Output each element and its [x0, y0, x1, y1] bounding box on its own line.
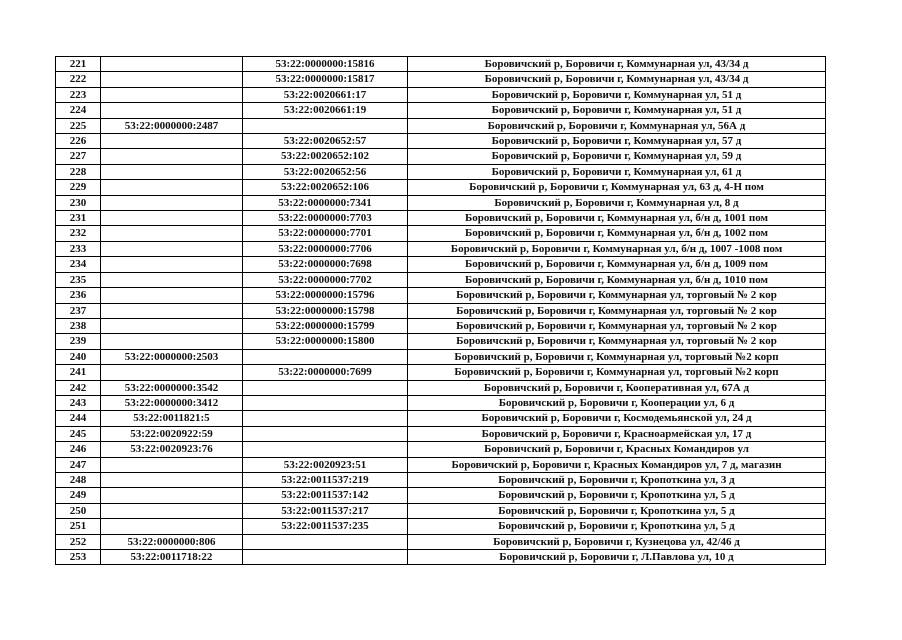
object-number-cell: 53:22:0000000:7702: [243, 272, 408, 287]
land-parcel-number-cell: 53:22:0000000:2487: [101, 118, 243, 133]
address-cell: Боровичский р, Боровичи г, Коммунарная ул, 51 д: [408, 87, 826, 102]
row-number-cell: 227: [56, 149, 101, 164]
object-number-cell: [243, 442, 408, 457]
row-number-cell: 253: [56, 550, 101, 565]
table-row: [56, 180, 826, 195]
table-row: [56, 365, 826, 380]
table-row: [56, 226, 826, 241]
row-number-cell: 250: [56, 503, 101, 518]
land-parcel-number-cell: 53:22:0011821:5: [101, 411, 243, 426]
row-number-cell: 229: [56, 180, 101, 195]
object-number-cell: 53:22:0000000:15800: [243, 334, 408, 349]
land-parcel-number-cell: 53:22:0020923:76: [101, 442, 243, 457]
address-cell: Боровичский р, Боровичи г, Коммунарная ул, торговый № 2 кор: [408, 318, 826, 333]
table-row: [56, 349, 826, 364]
object-number-cell: 53:22:0000000:7706: [243, 241, 408, 256]
object-number-cell: 53:22:0000000:7341: [243, 195, 408, 210]
land-parcel-number-cell: [101, 195, 243, 210]
object-number-cell: [243, 118, 408, 133]
object-number-cell: [243, 349, 408, 364]
object-number-cell: 53:22:0000000:7698: [243, 257, 408, 272]
land-parcel-number-cell: [101, 241, 243, 256]
land-parcel-number-cell: [101, 519, 243, 534]
land-parcel-number-cell: 53:22:0020922:59: [101, 426, 243, 441]
land-parcel-number-cell: [101, 334, 243, 349]
table-row: [56, 303, 826, 318]
table-row: [56, 164, 826, 179]
object-number-cell: [243, 380, 408, 395]
table-row: [56, 134, 826, 149]
object-number-cell: 53:22:0020923:51: [243, 457, 408, 472]
row-number-cell: 234: [56, 257, 101, 272]
land-parcel-number-cell: 53:22:0000000:3412: [101, 395, 243, 410]
address-cell: Боровичский р, Боровичи г, Л.Павлова ул, 10 д: [408, 550, 826, 565]
table-row: [56, 288, 826, 303]
address-cell: Боровичский р, Боровичи г, Коммунарная ул, 59 д: [408, 149, 826, 164]
object-number-cell: 53:22:0000000:15796: [243, 288, 408, 303]
address-cell: Боровичский р, Боровичи г, Красных Командиров ул, 7 д, магазин: [408, 457, 826, 472]
address-cell: Боровичский р, Боровичи г, Коммунарная ул, б/н д, 1001 пом: [408, 211, 826, 226]
land-parcel-number-cell: 53:22:0000000:2503: [101, 349, 243, 364]
row-number-cell: 221: [56, 57, 101, 72]
land-parcel-number-cell: 53:22:0000000:3542: [101, 380, 243, 395]
row-number-cell: 238: [56, 318, 101, 333]
table-row: [56, 211, 826, 226]
object-number-cell: 53:22:0011537:142: [243, 488, 408, 503]
row-number-cell: 233: [56, 241, 101, 256]
object-number-cell: 53:22:0000000:7699: [243, 365, 408, 380]
row-number-cell: 240: [56, 349, 101, 364]
row-number-cell: 242: [56, 380, 101, 395]
table-row: [56, 149, 826, 164]
land-parcel-number-cell: [101, 226, 243, 241]
address-cell: Боровичский р, Боровичи г, Кооперации ул, 6 д: [408, 395, 826, 410]
row-number-cell: 232: [56, 226, 101, 241]
land-parcel-number-cell: [101, 164, 243, 179]
address-cell: Боровичский р, Боровичи г, Коммунарная ул, 63 д, 4-Н пом: [408, 180, 826, 195]
land-parcel-number-cell: [101, 318, 243, 333]
row-number-cell: 249: [56, 488, 101, 503]
row-number-cell: 245: [56, 426, 101, 441]
address-cell: Боровичский р, Боровичи г, Коммунарная ул, б/н д, 1002 пом: [408, 226, 826, 241]
table-row: [56, 241, 826, 256]
object-number-cell: 53:22:0000000:15817: [243, 72, 408, 87]
address-cell: Боровичский р, Боровичи г, Красноармейская ул, 17 д: [408, 426, 826, 441]
table-row: [56, 318, 826, 333]
table-row: [56, 118, 826, 133]
object-number-cell: 53:22:0000000:15816: [243, 57, 408, 72]
table-row: [56, 488, 826, 503]
address-cell: Боровичский р, Боровичи г, Коммунарная ул, 43/34 д: [408, 72, 826, 87]
land-parcel-number-cell: [101, 72, 243, 87]
table-row: [56, 87, 826, 102]
table-row: [56, 411, 826, 426]
object-number-cell: 53:22:0000000:15799: [243, 318, 408, 333]
row-number-cell: 243: [56, 395, 101, 410]
row-number-cell: 224: [56, 103, 101, 118]
address-cell: Боровичский р, Боровичи г, Коммунарная ул, 51 д: [408, 103, 826, 118]
row-number-cell: 223: [56, 87, 101, 102]
land-parcel-number-cell: 53:22:0011718:22: [101, 550, 243, 565]
table-row: [56, 442, 826, 457]
object-number-cell: [243, 411, 408, 426]
row-number-cell: 235: [56, 272, 101, 287]
row-number-cell: 222: [56, 72, 101, 87]
table-row: [56, 457, 826, 472]
table-row: [56, 550, 826, 565]
row-number-cell: 251: [56, 519, 101, 534]
row-number-cell: 246: [56, 442, 101, 457]
table-row: [56, 103, 826, 118]
object-number-cell: [243, 550, 408, 565]
land-parcel-number-cell: [101, 288, 243, 303]
land-parcel-number-cell: [101, 149, 243, 164]
land-parcel-number-cell: [101, 134, 243, 149]
address-cell: Боровичский р, Боровичи г, Кропоткина ул, 5 д: [408, 503, 826, 518]
table-row: [56, 195, 826, 210]
land-parcel-number-cell: [101, 503, 243, 518]
address-cell: Боровичский р, Боровичи г, Коммунарная ул, 61 д: [408, 164, 826, 179]
object-number-cell: [243, 534, 408, 549]
object-number-cell: [243, 426, 408, 441]
table-row: [56, 534, 826, 549]
address-cell: Боровичский р, Боровичи г, Коммунарная ул, 56А д: [408, 118, 826, 133]
address-cell: Боровичский р, Боровичи г, Коммунарная ул, б/н д, 1009 пом: [408, 257, 826, 272]
land-parcel-number-cell: [101, 303, 243, 318]
row-number-cell: 239: [56, 334, 101, 349]
object-number-cell: 53:22:0020652:106: [243, 180, 408, 195]
land-parcel-number-cell: [101, 180, 243, 195]
address-cell: Боровичский р, Боровичи г, Кузнецова ул, 42/46 д: [408, 534, 826, 549]
row-number-cell: 252: [56, 534, 101, 549]
address-cell: Боровичский р, Боровичи г, Коммунарная ул, торговый № 2 кор: [408, 303, 826, 318]
table-row: [56, 519, 826, 534]
row-number-cell: 241: [56, 365, 101, 380]
address-cell: Боровичский р, Боровичи г, Космодемьянской ул, 24 д: [408, 411, 826, 426]
row-number-cell: 231: [56, 211, 101, 226]
row-number-cell: 244: [56, 411, 101, 426]
table-row: [56, 257, 826, 272]
object-number-cell: 53:22:0020652:57: [243, 134, 408, 149]
table-row: [56, 395, 826, 410]
address-cell: Боровичский р, Боровичи г, Коммунарная ул, 57 д: [408, 134, 826, 149]
land-parcel-number-cell: [101, 272, 243, 287]
land-parcel-number-cell: [101, 211, 243, 226]
address-cell: Боровичский р, Боровичи г, Коммунарная ул, 43/34 д: [408, 57, 826, 72]
table-row: [56, 272, 826, 287]
address-cell: Боровичский р, Боровичи г, Кропоткина ул, 5 д: [408, 488, 826, 503]
row-number-cell: 228: [56, 164, 101, 179]
table-row: [56, 57, 826, 72]
row-number-cell: 237: [56, 303, 101, 318]
table-row: [56, 72, 826, 87]
property-table: [55, 56, 826, 565]
object-number-cell: 53:22:0000000:15798: [243, 303, 408, 318]
table-row: [56, 426, 826, 441]
address-cell: Боровичский р, Боровичи г, Кропоткина ул, 3 д: [408, 472, 826, 487]
table-body: [56, 57, 826, 565]
object-number-cell: [243, 395, 408, 410]
address-cell: Боровичский р, Боровичи г, Коммунарная ул, торговый №2 корп: [408, 365, 826, 380]
object-number-cell: 53:22:0000000:7701: [243, 226, 408, 241]
land-parcel-number-cell: [101, 365, 243, 380]
row-number-cell: 225: [56, 118, 101, 133]
object-number-cell: 53:22:0011537:219: [243, 472, 408, 487]
address-cell: Боровичский р, Боровичи г, Коммунарная ул, б/н д, 1010 пом: [408, 272, 826, 287]
row-number-cell: 247: [56, 457, 101, 472]
object-number-cell: 53:22:0000000:7703: [243, 211, 408, 226]
address-cell: Боровичский р, Боровичи г, Коммунарная ул, торговый №2 корп: [408, 349, 826, 364]
object-number-cell: 53:22:0011537:217: [243, 503, 408, 518]
address-cell: Боровичский р, Боровичи г, Кооперативная ул, 67А д: [408, 380, 826, 395]
land-parcel-number-cell: [101, 488, 243, 503]
object-number-cell: 53:22:0011537:235: [243, 519, 408, 534]
address-cell: Боровичский р, Боровичи г, Красных Командиров ул: [408, 442, 826, 457]
land-parcel-number-cell: [101, 472, 243, 487]
address-cell: Боровичский р, Боровичи г, Кропоткина ул, 5 д: [408, 519, 826, 534]
land-parcel-number-cell: [101, 103, 243, 118]
address-cell: Боровичский р, Боровичи г, Коммунарная ул, торговый № 2 кор: [408, 288, 826, 303]
land-parcel-number-cell: 53:22:0000000:806: [101, 534, 243, 549]
row-number-cell: 236: [56, 288, 101, 303]
land-parcel-number-cell: [101, 257, 243, 272]
land-parcel-number-cell: [101, 57, 243, 72]
row-number-cell: 248: [56, 472, 101, 487]
table-row: [56, 503, 826, 518]
address-cell: Боровичский р, Боровичи г, Коммунарная ул, 8 д: [408, 195, 826, 210]
table-row: [56, 334, 826, 349]
object-number-cell: 53:22:0020652:102: [243, 149, 408, 164]
object-number-cell: 53:22:0020661:17: [243, 87, 408, 102]
row-number-cell: 230: [56, 195, 101, 210]
row-number-cell: 226: [56, 134, 101, 149]
object-number-cell: 53:22:0020652:56: [243, 164, 408, 179]
land-parcel-number-cell: [101, 87, 243, 102]
address-cell: Боровичский р, Боровичи г, Коммунарная ул, торговый № 2 кор: [408, 334, 826, 349]
address-cell: Боровичский р, Боровичи г, Коммунарная ул, б/н д, 1007 -1008 пом: [408, 241, 826, 256]
object-number-cell: 53:22:0020661:19: [243, 103, 408, 118]
table-row: [56, 472, 826, 487]
land-parcel-number-cell: [101, 457, 243, 472]
table-row: [56, 380, 826, 395]
